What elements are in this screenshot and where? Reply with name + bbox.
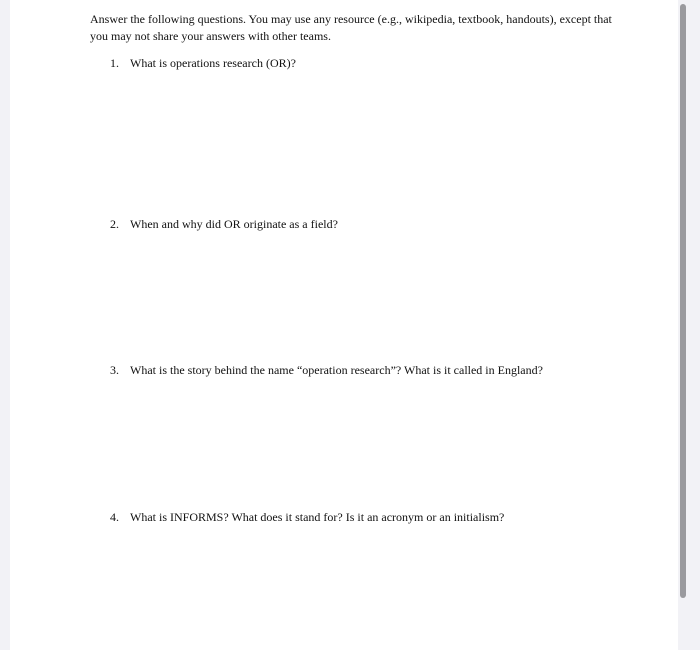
question-1-number: 1. — [110, 56, 119, 70]
question-3 — [110, 362, 543, 378]
question-4-text: What is INFORMS? What does it stand for? Is it an acronym or an initialism? — [130, 510, 505, 524]
scrollbar-thumb[interactable] — [680, 4, 686, 598]
question-1-text: What is operations research (OR)? — [130, 56, 296, 70]
question-1 — [110, 55, 296, 71]
question-2-number: 2. — [110, 217, 119, 231]
question-3-text: What is the story behind the name “operation research”? What is it called in England? — [130, 363, 543, 377]
question-3-number: 3. — [110, 363, 119, 377]
instructions-text: Answer the following questions. You may use any resource (e.g., wikipedia, textbook, handouts), except that you may not share your answers with other teams. — [90, 12, 612, 43]
document-page — [10, 0, 678, 650]
question-2 — [110, 216, 338, 232]
question-4-number: 4. — [110, 510, 119, 524]
question-4 — [110, 509, 504, 525]
question-2-text: When and why did OR originate as a field? — [130, 217, 338, 231]
